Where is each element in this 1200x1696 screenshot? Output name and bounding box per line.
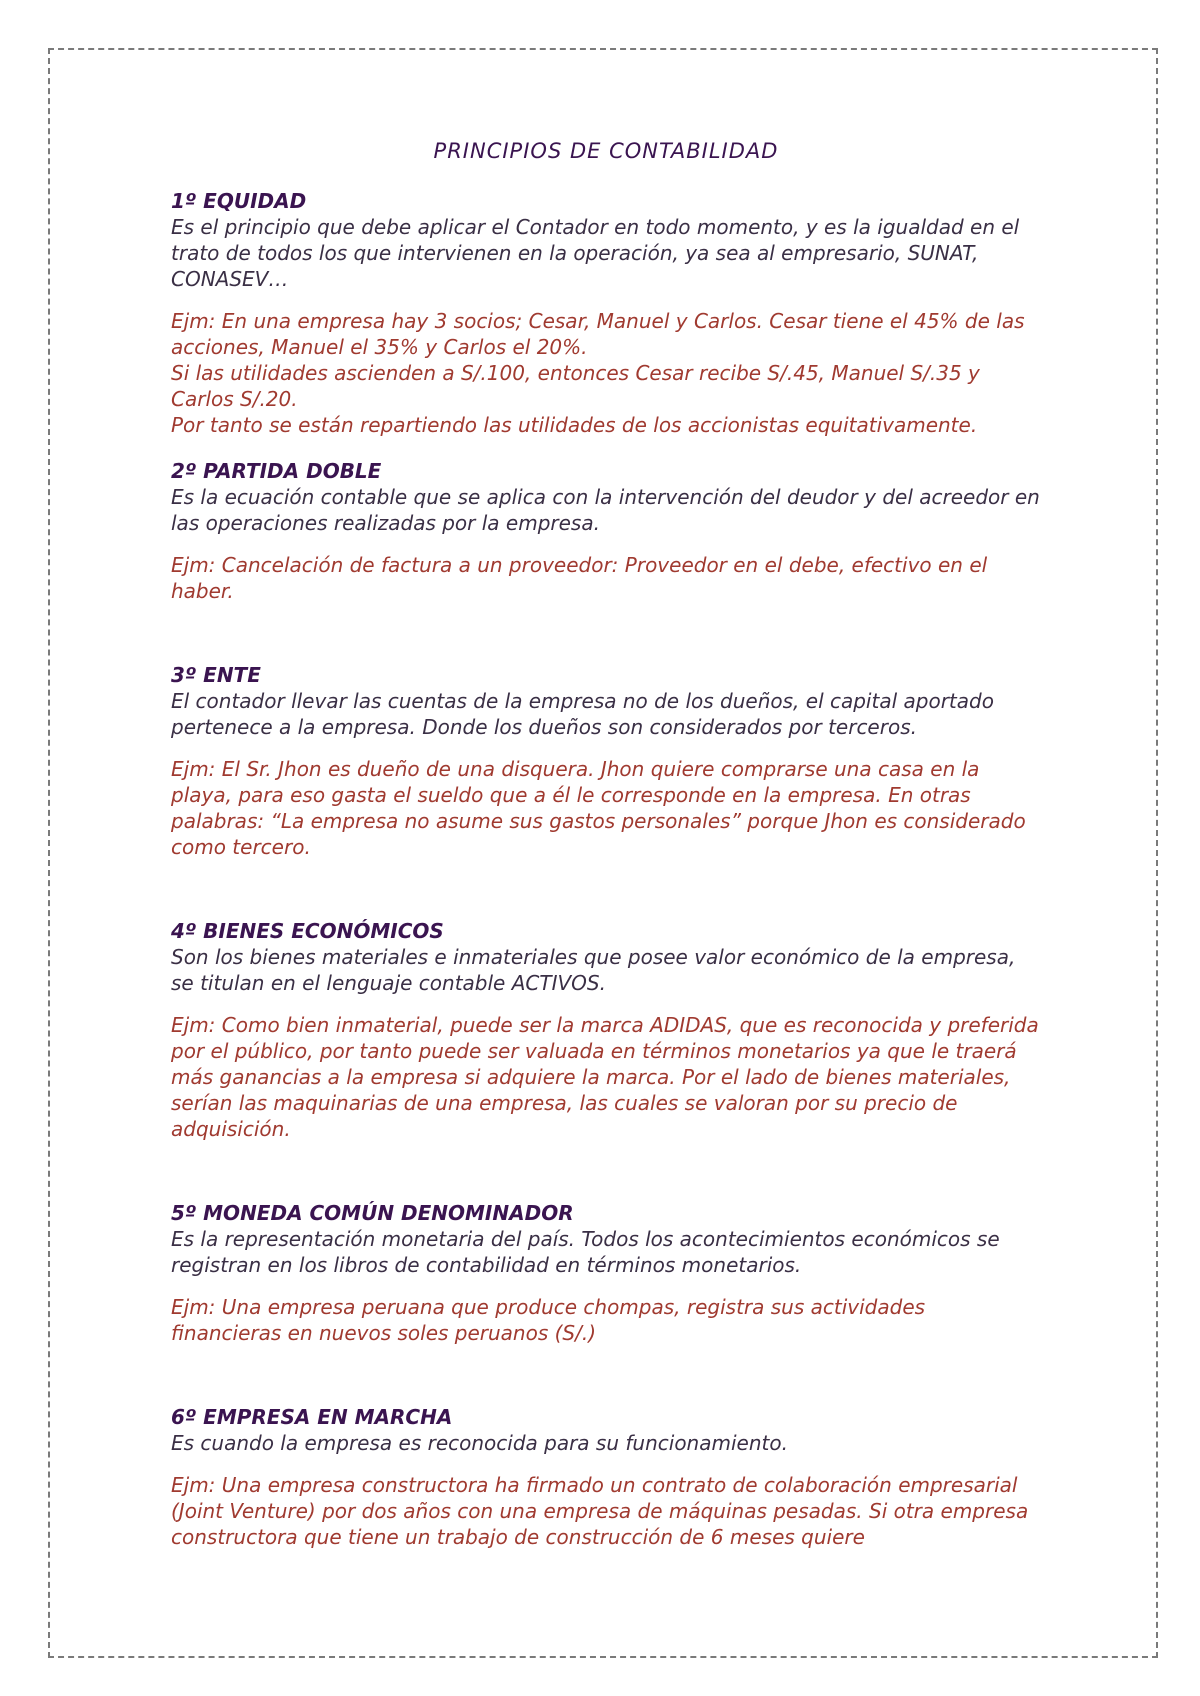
section-bienes-economicos <box>171 918 1041 1142</box>
section-example <box>171 756 1041 860</box>
section-example <box>171 308 1041 438</box>
section-heading: 3º ENTE <box>171 663 261 687</box>
document-title: PRINCIPIOS DE CONTABILIDAD <box>433 139 779 163</box>
example-line: Si las utilidades ascienden a S/.100, entonces Cesar recibe S/.45, Manuel S/.35 y Carlos S/.20. <box>171 361 980 411</box>
section-description: Son los bienes materiales e inmateriales que posee valor económico de la empresa, se titulan en el lenguaje contable ACTIVOS. <box>171 945 1016 995</box>
section-heading: 6º EMPRESA EN MARCHA <box>171 1405 453 1429</box>
example-line: Ejm: Una empresa constructora ha firmado un contrato de colaboración empresarial (Joint Venture) por dos años con una empresa de máquinas pesadas. Si otra empresa constructora que tiene un trabajo de construcción de 6 meses quiere <box>171 1473 1029 1549</box>
section-moneda-comun <box>171 1200 1041 1346</box>
example-line: Ejm: En una empresa hay 3 socios; Cesar, Manuel y Carlos. Cesar tiene el 45% de las acciones, Manuel el 35% y Carlos el 20%. <box>171 309 1025 359</box>
section-example <box>171 552 1041 604</box>
section-heading: 1º EQUIDAD <box>171 189 307 213</box>
section-partida-doble <box>171 458 1041 604</box>
section-heading: 4º BIENES ECONÓMICOS <box>171 919 444 943</box>
example-line: Por tanto se están repartiendo las utilidades de los accionistas equitativamente. <box>171 413 978 437</box>
section-example <box>171 1472 1041 1550</box>
section-heading: 5º MONEDA COMÚN DENOMINADOR <box>171 1201 574 1225</box>
section-heading: 2º PARTIDA DOBLE <box>171 459 382 483</box>
example-line: Ejm: Cancelación de factura a un proveedor: Proveedor en el debe, efectivo en el haber. <box>171 553 988 603</box>
section-equidad <box>171 188 1041 438</box>
section-description: El contador llevar las cuentas de la empresa no de los dueños, el capital aportado pertenece a la empresa. Donde los dueños son considerados por terceros. <box>171 689 994 739</box>
section-ente <box>171 662 1041 860</box>
section-example <box>171 1294 1041 1346</box>
section-empresa-en-marcha <box>171 1404 1041 1550</box>
section-description: Es el principio que debe aplicar el Contador en todo momento, y es la igualdad en el trato de todos los que intervienen en la operación, ya sea al empresario, SUNAT, CONASEV… <box>171 215 1020 291</box>
example-line: Ejm: Como bien inmaterial, puede ser la marca ADIDAS, que es reconocida y preferida por el público, por tanto puede ser valuada en términos monetarios ya que le traerá más ganancias a la empresa si adquiere la marca. Por el lado de bienes materiales, serían las maquinarias de una empresa, las cuales se valoran por su precio de adquisición. <box>171 1013 1039 1141</box>
document-content <box>171 138 1041 1550</box>
example-line: Ejm: El Sr. Jhon es dueño de una disquera. Jhon quiere comprarse una casa en la playa, para eso gasta el sueldo que a él le corresponde en la empresa. En otras palabras: “La empresa no asume sus gastos personales” porque Jhon es considerado como tercero. <box>171 757 1026 859</box>
example-line: Ejm: Una empresa peruana que produce chompas, registra sus actividades financieras en nuevos soles peruanos (S/.) <box>171 1295 926 1345</box>
section-description: Es la representación monetaria del país. Todos los acontecimientos económicos se registran en los libros de contabilidad en términos monetarios. <box>171 1227 1000 1277</box>
section-example <box>171 1012 1041 1142</box>
section-description: Es cuando la empresa es reconocida para su funcionamiento. <box>171 1431 788 1455</box>
section-description: Es la ecuación contable que se aplica con la intervención del deudor y del acreedor en las operaciones realizadas por la empresa. <box>171 485 1040 535</box>
